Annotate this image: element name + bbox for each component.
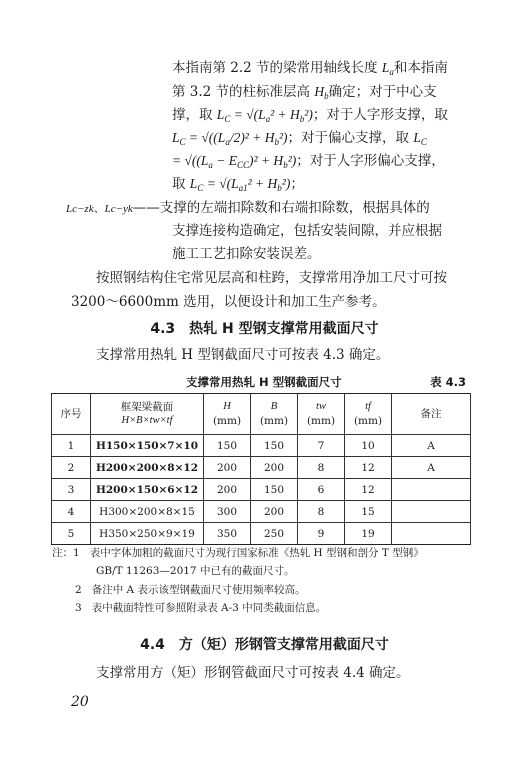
note-1-text: 表中字体加粗的截面尺寸为现行国家标准《热轧 H 型钢和剖分 T 型钢》	[89, 547, 424, 559]
header-tw-sym: tw	[316, 401, 326, 412]
header-h-sym: H	[223, 401, 231, 412]
table-note-1	[52, 545, 424, 561]
header-section	[91, 394, 204, 435]
cell-section: H350×250×9×19	[91, 523, 204, 545]
text: 第 3.2 节的柱标准层高	[172, 84, 315, 100]
cell-h: 350	[204, 523, 251, 545]
page-number: 20	[71, 694, 89, 710]
math-la: $L_a$	[381, 60, 394, 77]
cell-tw: 7	[298, 435, 345, 457]
para1-line3	[172, 105, 448, 129]
header-tf	[345, 394, 392, 435]
cell-section: H300×200×8×15	[91, 501, 204, 523]
text: ；对于人字形支撑，取	[312, 107, 448, 123]
header-section-sub: H×B×tw×tf	[121, 415, 173, 426]
cell-tf: 15	[345, 501, 392, 523]
table-note-3	[75, 600, 326, 616]
formula-chevron: $L_C = √((L_a/2)^2 + H_b^2)$	[172, 130, 288, 147]
cell-b: 150	[251, 479, 298, 501]
text: ；对于偏心支撑，取	[287, 130, 414, 146]
cell-tw: 6	[298, 479, 345, 501]
section-heading-4-3: 4.3 热轧 H 型钢支撑常用截面尺寸	[150, 321, 379, 337]
cell-no: 5	[52, 523, 91, 545]
table-row	[52, 435, 471, 457]
header-unit: (mm)	[212, 415, 242, 427]
cell-tf: 12	[345, 479, 392, 501]
cell-remark: A	[392, 457, 471, 479]
para1-line4	[172, 128, 427, 152]
cell-tw: 8	[298, 457, 345, 479]
formula-eccentric: = $√((L_a - E_{CC})^2 + H_b^2)$	[172, 153, 297, 170]
cell-no: 2	[52, 457, 91, 479]
para2-line2: 3200～6600mm 选用，以便设计和加工生产参考。	[71, 294, 386, 310]
table-header-row	[52, 394, 471, 435]
table-row	[52, 457, 471, 479]
table-title: 支撑常用热轧 H 型钢截面尺寸	[186, 375, 342, 389]
cell-b: 200	[251, 457, 298, 479]
cell-h: 150	[204, 435, 251, 457]
cell-section: H200×200×8×12	[91, 457, 204, 479]
header-section-title: 框架梁截面	[120, 401, 174, 413]
cell-tf: 19	[345, 523, 392, 545]
cell-no: 3	[52, 479, 91, 501]
para1-line2	[172, 82, 437, 106]
para1-line6	[172, 174, 304, 198]
note-prefix: 注：1	[52, 547, 80, 559]
table-row	[52, 501, 471, 523]
cell-no: 4	[52, 501, 91, 523]
para1-line1	[172, 58, 448, 82]
cell-b: 200	[251, 501, 298, 523]
para1-line9: 施工工艺扣除安装误差。	[172, 246, 321, 262]
cell-no: 1	[52, 435, 91, 457]
cell-h: 300	[204, 501, 251, 523]
section-table	[51, 393, 471, 545]
cell-tw: 8	[298, 501, 345, 523]
note-2-no: 2	[75, 584, 82, 596]
header-unit: (mm)	[306, 415, 336, 427]
text: 和本指南	[393, 60, 448, 76]
para1-line8: 支撑连接构造确定，包括安装间隙，并应根据	[172, 223, 442, 239]
cell-tf: 12	[345, 457, 392, 479]
table-note-2	[75, 582, 305, 598]
header-unit: (mm)	[259, 415, 289, 427]
header-no: 序号	[52, 394, 91, 435]
section-heading-4-4: 4.4 方（矩）形钢管支撑常用截面尺寸	[140, 637, 389, 653]
header-remark: 备注	[392, 394, 471, 435]
text: ；	[290, 176, 304, 192]
table-row	[52, 479, 471, 501]
math-lc: $L_C$	[413, 130, 427, 147]
table-row	[52, 523, 471, 545]
cell-remark	[392, 501, 471, 523]
text: ——支撑的左端扣除数和右端扣除数，根据具体的	[132, 200, 430, 216]
header-tf-sym: tf	[365, 401, 371, 412]
text: 取	[172, 176, 190, 192]
deduction-symbols: Lc−zk、Lc−yk	[66, 203, 133, 215]
table-note-1-cont: GB/T 11263—2017 中已有的截面尺寸。	[96, 565, 295, 577]
note-3-text: 表中截面特性可参照附录表 A-3 中同类截面信息。	[91, 602, 327, 614]
cell-section: H150×150×7×10	[91, 435, 204, 457]
header-unit: (mm)	[353, 415, 383, 427]
note-2-text: 备注中 A 表示该型钢截面尺寸使用频率较高。	[91, 584, 306, 596]
text: 撑，取	[172, 107, 217, 123]
formula-chevron-eccentric: $L_C = √(L_{a1}^2 + H_b^2)$	[189, 176, 291, 193]
formula-center: $L_C = √(L_a^2 + H_b^2)$	[216, 107, 313, 124]
cell-remark	[392, 479, 471, 501]
para1-line5	[172, 151, 445, 175]
para2-line1: 按照钢结构住宅常见层高和柱跨，支撑常用净加工尺寸可按	[96, 270, 447, 286]
cell-tf: 10	[345, 435, 392, 457]
cell-remark	[392, 523, 471, 545]
text: 确定；对于中心支	[328, 84, 437, 100]
note-3-no: 3	[75, 602, 82, 614]
cell-remark: A	[392, 435, 471, 457]
text: 本指南第 2.2 节的梁常用轴线长度	[172, 60, 382, 76]
para4: 支撑常用方（矩）形钢管截面尺寸可按表 4.4 确定。	[96, 665, 410, 681]
math-hb: $H_b$	[314, 84, 329, 101]
cell-b: 250	[251, 523, 298, 545]
header-tw	[298, 394, 345, 435]
header-b	[251, 394, 298, 435]
cell-tw: 9	[298, 523, 345, 545]
cell-section: H200×150×6×12	[91, 479, 204, 501]
header-b-sym: B	[270, 401, 278, 412]
cell-h: 200	[204, 479, 251, 501]
para1-line7	[66, 198, 430, 219]
cell-h: 200	[204, 457, 251, 479]
header-h	[204, 394, 251, 435]
text: ；对于人字形偏心支撑，	[296, 153, 445, 169]
para3: 支撑常用热轧 H 型钢截面尺寸可按表 4.3 确定。	[96, 347, 390, 363]
cell-b: 150	[251, 435, 298, 457]
table-number: 表 4.3	[430, 375, 466, 389]
